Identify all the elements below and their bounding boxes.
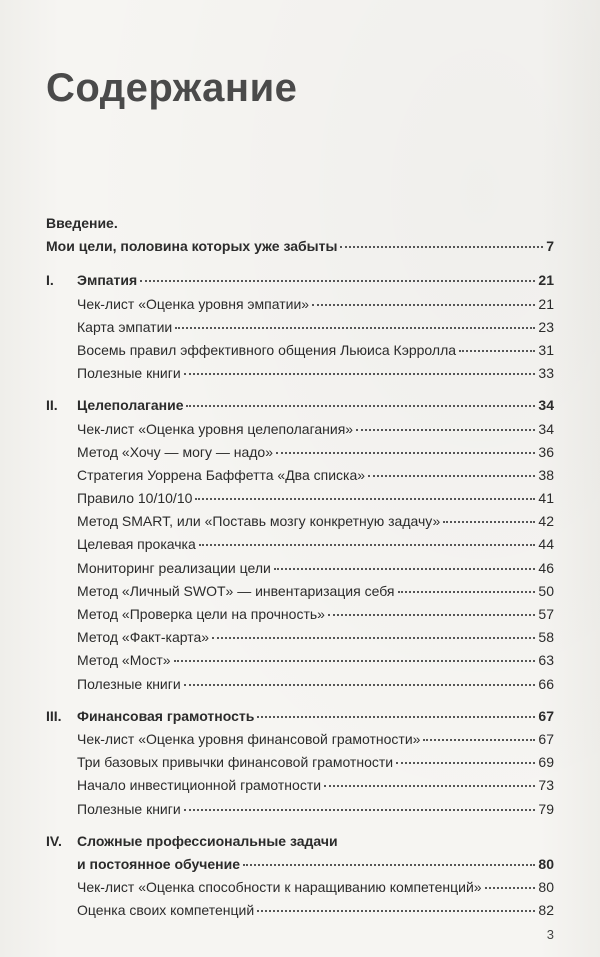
page-number: 23 — [538, 318, 554, 335]
toc-item[interactable] — [46, 510, 554, 533]
page-number: 46 — [538, 559, 554, 576]
page-number: 33 — [538, 365, 554, 382]
dot-leader — [340, 246, 543, 248]
dot-leader — [257, 910, 535, 912]
dot-leader — [184, 684, 536, 686]
page-number: 73 — [538, 777, 554, 794]
toc-item-label: Чек-лист «Оценка уровня целеполагания» — [77, 420, 354, 437]
dot-leader — [243, 864, 535, 866]
intro-entry[interactable] — [46, 235, 554, 258]
intro-heading — [46, 212, 554, 235]
page-number: 41 — [538, 490, 554, 507]
dot-leader — [184, 373, 536, 375]
page-number: 80 — [538, 855, 554, 872]
toc-item-label: Метод «Мост» — [77, 652, 171, 669]
page-number: 7 — [546, 238, 554, 255]
chapter-number: I. — [46, 272, 54, 289]
toc-item[interactable] — [46, 751, 554, 774]
chapter-4-heading[interactable] — [46, 830, 554, 853]
chapter-4-entry[interactable] — [46, 853, 554, 876]
toc-item[interactable] — [46, 441, 554, 464]
toc-item[interactable] — [46, 673, 554, 696]
dot-leader — [212, 637, 535, 639]
page-number: 38 — [538, 466, 554, 483]
chapter-number: III. — [46, 707, 62, 724]
toc-item[interactable] — [46, 603, 554, 626]
intro-line1: Введение. — [46, 215, 118, 231]
dot-leader — [257, 716, 535, 718]
toc-item-label: Мониторинг реализации цели — [77, 559, 271, 576]
dot-leader — [174, 660, 536, 662]
page-number: 82 — [538, 902, 554, 919]
toc-item[interactable] — [46, 580, 554, 603]
chapter-1-entry[interactable] — [46, 269, 554, 292]
dot-leader — [184, 809, 536, 811]
dot-leader — [312, 304, 535, 306]
page-number: 21 — [538, 295, 554, 312]
toc-item[interactable] — [46, 418, 554, 441]
dot-leader — [459, 350, 535, 352]
dot-leader — [274, 568, 536, 570]
page-number: 69 — [538, 754, 554, 771]
toc-item[interactable] — [46, 649, 554, 672]
toc-item-label: Целевая прокачка — [77, 536, 196, 553]
page-number: 58 — [538, 629, 554, 646]
toc-item[interactable] — [46, 464, 554, 487]
toc-item-label: Полезные книги — [77, 800, 181, 817]
page-number: 79 — [538, 800, 554, 817]
toc-item-label: Чек-лист «Оценка уровня эмпатии» — [77, 295, 310, 312]
toc-item[interactable] — [46, 557, 554, 580]
toc-item-label: Метод «Проверка цели на прочность» — [77, 606, 325, 622]
chapter-title: Финансовая грамотность — [77, 707, 255, 724]
dot-leader — [199, 544, 536, 546]
toc-item[interactable] — [46, 626, 554, 649]
toc-item-label: Метод «Личный SWOT» — инвентаризация себя — [77, 582, 395, 599]
toc-item-label: Чек-лист «Оценка способности к наращиванию компетенций» — [77, 879, 482, 896]
toc-item[interactable] — [46, 876, 554, 899]
toc-item[interactable] — [46, 316, 554, 339]
toc-item-label: Правило 10/10/10 — [77, 490, 193, 507]
dot-leader — [175, 327, 535, 329]
page-number: 44 — [538, 536, 554, 553]
page-number: 57 — [538, 606, 554, 622]
toc-item[interactable] — [46, 362, 554, 385]
toc-item-label: Оценка своих компетенций — [77, 902, 255, 919]
page-number: 66 — [538, 675, 554, 692]
chapter-title-line1: Сложные профессиональные задачи — [77, 832, 338, 849]
toc-item[interactable] — [46, 533, 554, 556]
page-number: 36 — [538, 443, 554, 460]
toc-item-label: Восемь правил эффективного общения Льюиса Кэрролла — [77, 341, 457, 358]
dot-leader — [328, 614, 535, 616]
toc-item[interactable] — [46, 293, 554, 316]
dot-leader — [276, 452, 535, 454]
toc-item-label: Чек-лист «Оценка уровня финансовой грамотности» — [77, 730, 421, 747]
toc-item-label: Начало инвестиционной грамотности — [77, 777, 322, 794]
dot-leader — [195, 498, 535, 500]
page-number: 63 — [538, 652, 554, 669]
toc-item-label: Полезные книги — [77, 675, 181, 692]
chapter-number: IV. — [46, 832, 62, 849]
chapter-number: II. — [46, 397, 58, 414]
toc-item[interactable] — [46, 899, 554, 922]
toc-item-label: Стратегия Уоррена Баффетта «Два списка» — [77, 466, 366, 483]
dot-leader — [398, 591, 536, 593]
page-number: 21 — [538, 272, 554, 289]
dot-leader — [368, 475, 535, 477]
toc-item-label: Три базовых привычки финансовой грамотности — [77, 754, 394, 771]
page-number: 67 — [538, 707, 554, 724]
dot-leader — [423, 739, 535, 741]
page-number: 34 — [538, 397, 554, 414]
toc-item[interactable] — [46, 774, 554, 797]
page-number: 31 — [538, 341, 554, 358]
dot-leader — [485, 887, 536, 889]
table-of-contents — [46, 212, 554, 922]
chapter-title: Целеполагание — [77, 397, 184, 414]
toc-item[interactable] — [46, 339, 554, 362]
toc-item-label: Карта эмпатии — [77, 318, 173, 335]
toc-item[interactable] — [46, 798, 554, 821]
dot-leader — [324, 785, 535, 787]
dot-leader — [396, 762, 535, 764]
dot-leader — [140, 280, 535, 282]
toc-item[interactable] — [46, 487, 554, 510]
page-folio: 3 — [546, 927, 554, 942]
page-number: 50 — [538, 582, 554, 599]
toc-item-label: Метод «Хочу — могу — надо» — [77, 443, 274, 460]
page-number: 34 — [538, 420, 554, 437]
chapter-3-entry[interactable] — [46, 705, 554, 728]
page-number: 80 — [538, 879, 554, 896]
chapter-title: Эмпатия — [77, 272, 138, 289]
chapter-2-entry[interactable] — [46, 394, 554, 417]
toc-item[interactable] — [46, 728, 554, 751]
toc-item-label: Полезные книги — [77, 365, 181, 382]
page-number: 67 — [538, 730, 554, 747]
chapter-title-line2: и постоянное обучение — [77, 855, 241, 872]
dot-leader — [443, 521, 535, 523]
page-number: 42 — [538, 513, 554, 530]
dot-leader — [186, 405, 535, 407]
toc-item-label: Метод SMART, или «Поставь мозгу конкретную задачу» — [77, 513, 441, 530]
intro-line2: Мои цели, половина которых уже забыты — [46, 238, 338, 255]
page-title: Содержание — [46, 66, 298, 110]
dot-leader — [356, 429, 535, 431]
toc-item-label: Метод «Факт-карта» — [77, 629, 210, 646]
